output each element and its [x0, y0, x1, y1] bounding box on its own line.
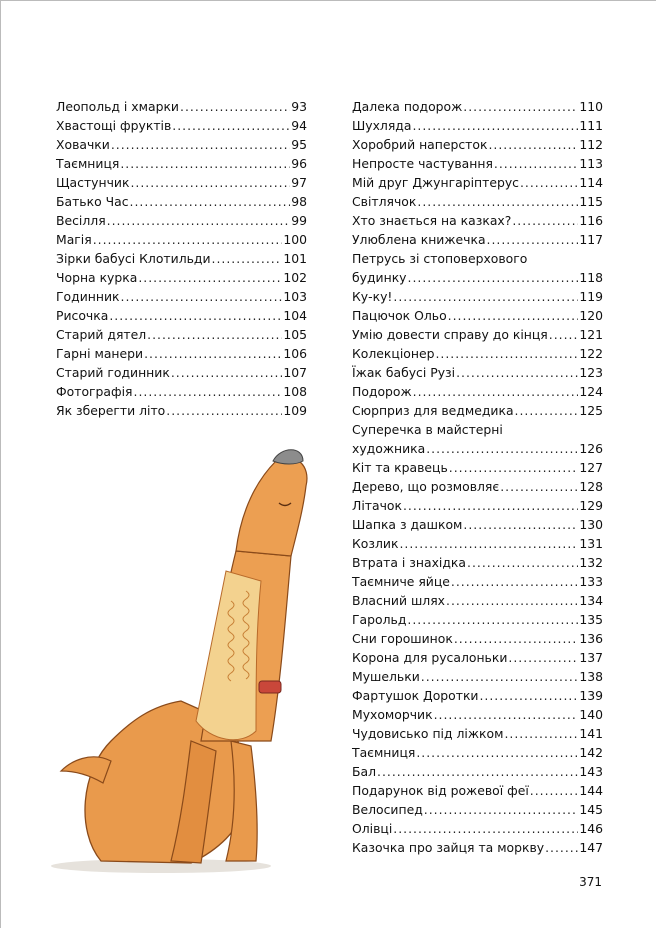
toc-entry-title: Чорна курка	[56, 270, 138, 285]
toc-entry	[56, 344, 307, 363]
leader-dots	[407, 610, 578, 629]
toc-left-column	[56, 97, 307, 420]
toc-entry-page: 122	[579, 346, 603, 361]
toc-entry-title: Шухляда	[352, 118, 412, 133]
toc-entry	[352, 591, 603, 610]
toc-entry-title: Суперечка в майстерні	[352, 422, 503, 437]
toc-entry-page: 96	[291, 156, 307, 171]
leader-dots	[434, 705, 579, 724]
leader-dots	[504, 724, 578, 743]
leader-dots	[515, 401, 579, 420]
toc-entry	[56, 230, 307, 249]
toc-entry	[352, 230, 603, 249]
toc-entry-page: 137	[579, 650, 603, 665]
leader-dots	[412, 116, 578, 135]
toc-entry	[56, 325, 307, 344]
toc-entry	[56, 268, 307, 287]
toc-entry-title: Таємниця	[352, 745, 416, 760]
toc-entry-title: Петрусь зі стоповерхового	[352, 251, 528, 266]
toc-entry	[352, 249, 603, 287]
toc-entry-page: 130	[579, 517, 603, 532]
toc-entry	[352, 325, 603, 344]
leader-dots	[107, 211, 291, 230]
toc-entry-title: Гарольд	[352, 612, 407, 627]
toc-entry-title: Хто знається на казках?	[352, 213, 512, 228]
toc-entry-title: Власний шлях	[352, 593, 446, 608]
toc-entry-page: 126	[579, 441, 603, 456]
toc-entry	[352, 819, 603, 838]
leader-dots	[377, 762, 578, 781]
toc-entry	[352, 648, 603, 667]
toc-entry	[352, 306, 603, 325]
toc-entry-title: Магія	[56, 232, 92, 247]
toc-entry-title: Ку-ку!	[352, 289, 393, 304]
toc-entry-title: Чудовисько під ліжком	[352, 726, 504, 741]
toc-entry-page: 99	[291, 213, 307, 228]
toc-entry-title: Світлячок	[352, 194, 417, 209]
leader-dots	[451, 572, 578, 591]
toc-entry-page: 143	[579, 764, 603, 779]
toc-entry	[352, 382, 603, 401]
toc-entry-page: 116	[579, 213, 603, 228]
toc-entry-page: 145	[579, 802, 603, 817]
toc-entry-page: 112	[579, 137, 603, 152]
toc-entry-page: 104	[283, 308, 307, 323]
toc-entry-title: Фартушок Доротки	[352, 688, 479, 703]
leader-dots	[393, 287, 578, 306]
leader-dots	[424, 800, 579, 819]
leader-dots	[393, 819, 578, 838]
howling-dog-illustration	[41, 441, 311, 885]
toc-entry	[352, 287, 603, 306]
toc-entry-page: 135	[579, 612, 603, 627]
toc-entry-page: 111	[579, 118, 603, 133]
leader-dots	[446, 591, 578, 610]
toc-entry-page: 108	[283, 384, 307, 399]
toc-entry-page: 141	[579, 726, 603, 741]
toc-entry-page: 107	[283, 365, 307, 380]
leader-dots	[130, 192, 291, 211]
toc-entry-title: Гарні манери	[56, 346, 144, 361]
leader-dots	[530, 781, 579, 800]
toc-entry	[352, 173, 603, 192]
toc-entry-title: Фотографія	[56, 384, 133, 399]
toc-entry	[352, 838, 603, 857]
leader-dots	[467, 553, 578, 572]
toc-entry-title: Пацючок Ольо	[352, 308, 447, 323]
toc-entry-title: Улюблена книжечка	[352, 232, 486, 247]
leader-dots	[212, 249, 283, 268]
toc-entry-page: 115	[579, 194, 603, 209]
toc-entry	[352, 781, 603, 800]
leader-dots	[520, 173, 578, 192]
toc-entry-title: Літачок	[352, 498, 402, 513]
leader-dots	[171, 363, 283, 382]
leader-dots	[180, 97, 290, 116]
leader-dots	[111, 135, 290, 154]
toc-entry-title-cont: художника	[352, 441, 426, 456]
leader-dots	[147, 325, 282, 344]
toc-entry-page: 114	[579, 175, 603, 190]
toc-entry	[352, 135, 603, 154]
toc-entry-page: 146	[579, 821, 603, 836]
toc-entry	[352, 705, 603, 724]
toc-entry-page: 98	[291, 194, 307, 209]
leader-dots	[121, 287, 283, 306]
leader-dots	[463, 97, 578, 116]
leader-dots	[500, 477, 578, 496]
toc-entry-page: 139	[579, 688, 603, 703]
toc-entry	[56, 173, 307, 192]
toc-entry-page: 128	[579, 479, 603, 494]
toc-entry-title: Казочка про зайця та моркву	[352, 840, 545, 855]
toc-entry-title: Умію довести справу до кінця	[352, 327, 548, 342]
toc-entry-page: 95	[291, 137, 307, 152]
toc-entry-title: Шапка з дашком	[352, 517, 463, 532]
leader-dots	[399, 534, 578, 553]
toc-entry	[56, 249, 307, 268]
toc-entry-title: Таємниче яйце	[352, 574, 450, 589]
toc-entry-title: Хвастощі фруктів	[56, 118, 172, 133]
toc-entry	[352, 667, 603, 686]
toc-entry-page: 120	[579, 308, 603, 323]
leader-dots	[463, 515, 578, 534]
toc-entry-page: 94	[291, 118, 307, 133]
toc-entry-title: Мій друг Джунгаріптерус	[352, 175, 519, 190]
toc-entry-title: Батько Час	[56, 194, 129, 209]
toc-entry-page: 138	[579, 669, 603, 684]
toc-entry-title: Дерево, що розмовляє	[352, 479, 500, 494]
toc-entry-page: 123	[579, 365, 603, 380]
toc-entry-page: 131	[579, 536, 603, 551]
toc-entry	[56, 192, 307, 211]
leader-dots	[479, 686, 578, 705]
toc-entry	[352, 762, 603, 781]
toc-entry-title: Олівці	[352, 821, 393, 836]
leader-dots	[545, 838, 578, 857]
toc-entry	[56, 154, 307, 173]
toc-entry-page: 113	[579, 156, 603, 171]
toc-entry	[352, 629, 603, 648]
toc-entry-page: 132	[579, 555, 603, 570]
toc-entry-page: 118	[579, 270, 603, 285]
toc-entry-title: Ховачки	[56, 137, 110, 152]
toc-entry-title: Козлик	[352, 536, 399, 551]
toc-entry-page: 136	[579, 631, 603, 646]
toc-entry	[56, 116, 307, 135]
leader-dots	[93, 230, 283, 249]
toc-entry-page: 102	[283, 270, 307, 285]
leader-dots	[494, 154, 578, 173]
toc-entry-page: 110	[579, 99, 603, 114]
toc-entry-page: 97	[291, 175, 307, 190]
toc-entry	[352, 477, 603, 496]
toc-entry	[352, 743, 603, 762]
toc-entry-page: 127	[579, 460, 603, 475]
toc-entry	[352, 97, 603, 116]
toc-entry-page: 129	[579, 498, 603, 513]
toc-entry-title: Непросте частування	[352, 156, 493, 171]
toc-entry	[352, 515, 603, 534]
toc-entry	[56, 135, 307, 154]
toc-entry	[352, 116, 603, 135]
toc-entry	[56, 382, 307, 401]
toc-entry	[352, 420, 603, 458]
toc-entry-title: Сюрприз для ведмедика	[352, 403, 514, 418]
toc-entry-title: Хоробрий наперсток	[352, 137, 488, 152]
toc-entry-page: 101	[283, 251, 307, 266]
toc-entry-page: 121	[579, 327, 603, 342]
toc-entry-title: Бал	[352, 764, 377, 779]
toc-entry-title-cont: будинку	[352, 270, 407, 285]
toc-entry	[352, 800, 603, 819]
toc-entry-title: Втрата і знахідка	[352, 555, 467, 570]
toc-entry	[352, 401, 603, 420]
toc-entry	[352, 458, 603, 477]
toc-entry-title: Корона для русалоньки	[352, 650, 508, 665]
toc-entry	[352, 363, 603, 382]
toc-entry	[352, 686, 603, 705]
leader-dots	[435, 344, 578, 363]
toc-entry	[352, 154, 603, 173]
toc-entry-title: Годинник	[56, 289, 120, 304]
toc-entry-page: 142	[579, 745, 603, 760]
toc-entry	[56, 306, 307, 325]
toc-entry-title: Мухоморчик	[352, 707, 433, 722]
toc-entry-title: Таємниця	[56, 156, 120, 171]
leader-dots	[166, 401, 282, 420]
toc-entry-title: Зірки бабусі Клотильди	[56, 251, 211, 266]
toc-entry	[352, 724, 603, 743]
leader-dots	[413, 382, 579, 401]
leader-dots	[417, 192, 578, 211]
toc-entry-title: Далека подорож	[352, 99, 463, 114]
toc-entry-title: Велосипед	[352, 802, 423, 817]
toc-entry-page: 147	[579, 840, 603, 855]
toc-entry-title: Подарунок від рожевої феї	[352, 783, 529, 798]
leader-dots	[426, 439, 578, 458]
leader-dots	[403, 496, 578, 515]
toc-entry	[352, 192, 603, 211]
leader-dots	[408, 268, 579, 287]
leader-dots	[120, 154, 290, 173]
toc-entry-title: Старий годинник	[56, 365, 170, 380]
leader-dots	[549, 325, 579, 344]
toc-entry-title: Їжак бабусі Рузі	[352, 365, 456, 380]
toc-entry-page: 93	[291, 99, 307, 114]
toc-entry-title: Весілля	[56, 213, 106, 228]
leader-dots	[454, 629, 579, 648]
leader-dots	[448, 306, 579, 325]
toc-entry-page: 134	[579, 593, 603, 608]
toc-entry	[56, 287, 307, 306]
toc-entry-page: 119	[579, 289, 603, 304]
leader-dots	[508, 648, 578, 667]
toc-entry	[352, 534, 603, 553]
leader-dots	[109, 306, 282, 325]
toc-entry-title: Сни горошинок	[352, 631, 453, 646]
toc-right-column	[352, 97, 603, 857]
leader-dots	[172, 116, 290, 135]
toc-entry	[56, 401, 307, 420]
toc-entry-title: Колекціонер	[352, 346, 435, 361]
leader-dots	[449, 458, 579, 477]
toc-entry-page: 106	[283, 346, 307, 361]
toc-entry-title: Щастунчик	[56, 175, 130, 190]
leader-dots	[488, 135, 578, 154]
toc-entry	[352, 211, 603, 230]
toc-entry-title: Кіт та кравець	[352, 460, 448, 475]
leader-dots	[144, 344, 282, 363]
toc-entry-title: Подорож	[352, 384, 412, 399]
toc-entry-page: 103	[283, 289, 307, 304]
toc-entry-page: 109	[283, 403, 307, 418]
leader-dots	[487, 230, 579, 249]
leader-dots	[416, 743, 578, 762]
toc-entry-title: Мушельки	[352, 669, 420, 684]
toc-entry-page: 125	[579, 403, 603, 418]
leader-dots	[130, 173, 290, 192]
page-number: 371	[579, 875, 602, 889]
toc-entry-title: Рисочка	[56, 308, 109, 323]
toc-entry-page: 124	[579, 384, 603, 399]
toc-entry-title: Леопольд і хмарки	[56, 99, 179, 114]
leader-dots	[138, 268, 282, 287]
toc-entry-page: 140	[579, 707, 603, 722]
toc-entry-title: Старий дятел	[56, 327, 147, 342]
toc-entry	[352, 610, 603, 629]
toc-entry	[56, 363, 307, 382]
leader-dots	[456, 363, 578, 382]
toc-entry-page: 105	[283, 327, 307, 342]
toc-entry-title: Як зберегти літо	[56, 403, 166, 418]
leader-dots	[134, 382, 283, 401]
toc-entry	[56, 211, 307, 230]
toc-entry	[56, 97, 307, 116]
toc-entry-page: 144	[579, 783, 603, 798]
toc-entry	[352, 553, 603, 572]
toc-entry-page: 117	[579, 232, 603, 247]
toc-entry	[352, 344, 603, 363]
leader-dots	[421, 667, 579, 686]
toc-entry	[352, 496, 603, 515]
toc-entry-page: 100	[283, 232, 307, 247]
leader-dots	[512, 211, 578, 230]
toc-entry	[352, 572, 603, 591]
toc-entry-page: 133	[579, 574, 603, 589]
